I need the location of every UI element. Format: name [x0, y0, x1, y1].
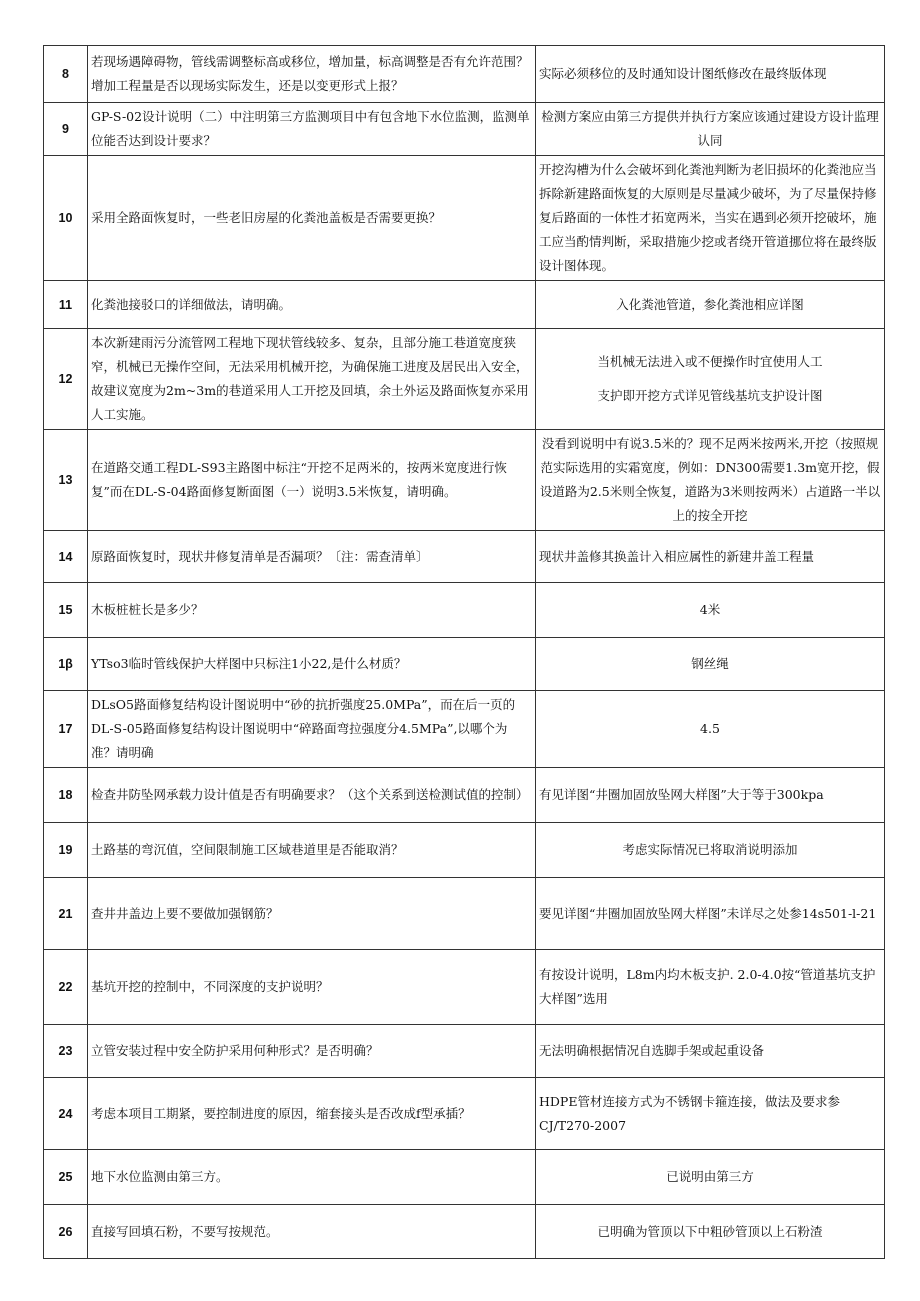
answer-cell: HDPE管材连接方式为不锈钢卡箍连接，做法及要求参CJ/T270-2007 — [536, 1078, 885, 1150]
answer-cell: 无法明确根据情况自选脚手架或起重设备 — [536, 1025, 885, 1078]
question-cell: 直接写回填石粉，不要写按规范。 — [88, 1205, 536, 1259]
question-cell: 立管安装过程中安全防护采用何种形式？是否明确？ — [88, 1025, 536, 1078]
question-cell: 采用全路面恢复时，一些老旧房屋的化粪池盖板是否需要更换？ — [88, 156, 536, 281]
answer-cell: 开挖沟槽为什么会破坏到化粪池判断为老旧损坏的化粪池应当拆除新建路面恢复的大原则是尽量减少破坏，为了尽量保持修复后路面的一体性才拓宽两米，当实在遇到必须开挖破坏，施工应当酌情判断，采取措施少挖或者绕开管道挪位将在最终版设计图体现。 — [536, 156, 885, 281]
question-cell: 基坑开挖的控制中，不同深度的支护说明？ — [88, 950, 536, 1025]
answer-cell: 有见详图“井圈加固放坠网大样图”大于等于300kpa — [536, 768, 885, 823]
table-row — [44, 691, 885, 768]
row-number: 18 — [44, 768, 88, 823]
answer-cell: 4.5 — [536, 691, 885, 768]
row-number: 17 — [44, 691, 88, 768]
table-row — [44, 103, 885, 156]
answer-cell: 已明确为管顶以下中粗砂管顶以上石粉渣 — [536, 1205, 885, 1259]
answer-cell: 要见详图“井圈加固放坠网大样图”未详尽之处参14s501-l-21 — [536, 878, 885, 950]
question-cell: YTso3临时管线保护大样图中只标注1小22,是什么材质？ — [88, 638, 536, 691]
row-number: 9 — [44, 103, 88, 156]
question-cell: GP-S-02设计说明（二）中注明第三方监测项目中有包含地下水位监测，监测单位能否达到设计要求？ — [88, 103, 536, 156]
answer-cell — [536, 329, 885, 430]
table-row — [44, 1205, 885, 1259]
row-number: 11 — [44, 281, 88, 329]
answer-line: 支护即开挖方式详见管线基坑支护设计图 — [597, 388, 823, 403]
answer-cell: 没看到说明中有说3.5米的？现不足两米按两米,开挖（按照规范实际选用的实霜宽度，例如：DN300需要1.3m宽开挖，假设道路为2.5米则全恢复，道路为3米则按两米）占道路一半以上的按全开挖 — [536, 430, 885, 531]
row-number: 10 — [44, 156, 88, 281]
question-cell: 木板桩桩长是多少？ — [88, 583, 536, 638]
question-cell: 土路基的弯沉值，空间限制施工区域巷道里是否能取消？ — [88, 823, 536, 878]
question-cell: 检查井防坠网承载力设计值是否有明确要求？（这个关系到送检测试值的控制） — [88, 768, 536, 823]
question-cell: 若现场遇障碍物，管线需调整标高或移位，增加量，标高调整是否有允许范围？增加工程量是否以现场实际发生，还是以变更形式上报？ — [88, 46, 536, 103]
table-row — [44, 1150, 885, 1205]
row-number: 25 — [44, 1150, 88, 1205]
answer-cell: 钢丝绳 — [536, 638, 885, 691]
row-number: 26 — [44, 1205, 88, 1259]
answer-cell: 现状井盖修其换盖计入相应属性的新建井盖工程量 — [536, 531, 885, 583]
table-row — [44, 531, 885, 583]
answer-cell: 有按设计说明，L8m内均木板支护. 2.0-4.0按“管道基坑支护大样图”选用 — [536, 950, 885, 1025]
table-row — [44, 46, 885, 103]
answer-line: 当机械无法进入或不便操作时宜使用人工 — [597, 354, 823, 369]
question-cell: 考虑本项目工期紧，要控制进度的原因，缩套接头是否改成f型承插？ — [88, 1078, 536, 1150]
table-row — [44, 329, 885, 430]
table-row — [44, 950, 885, 1025]
row-number: 8 — [44, 46, 88, 103]
row-number: 23 — [44, 1025, 88, 1078]
row-number: 1β — [44, 638, 88, 691]
row-number: 15 — [44, 583, 88, 638]
row-number: 14 — [44, 531, 88, 583]
qa-table — [43, 45, 885, 1259]
question-cell: 查井井盖边上要不要做加强钢筋？ — [88, 878, 536, 950]
table-row — [44, 638, 885, 691]
answer-cell: 考虑实际情况已将取消说明添加 — [536, 823, 885, 878]
table-row — [44, 156, 885, 281]
answer-cell: 入化粪池管道，参化粪池相应详图 — [536, 281, 885, 329]
row-number: 12 — [44, 329, 88, 430]
question-cell: 化粪池接驳口的详细做法，请明确。 — [88, 281, 536, 329]
row-number: 13 — [44, 430, 88, 531]
table-row — [44, 878, 885, 950]
answer-cell: 检测方案应由第三方提供并执行方案应该通过建设方设计监理认同 — [536, 103, 885, 156]
question-cell: 地下水位监测由第三方。 — [88, 1150, 536, 1205]
table-row — [44, 1078, 885, 1150]
table-row — [44, 1025, 885, 1078]
table-row — [44, 583, 885, 638]
row-number: 22 — [44, 950, 88, 1025]
question-cell: 原路面恢复时，现状井修复清单是否漏项？〔注：需查清单〕 — [88, 531, 536, 583]
question-cell: DLsO5路面修复结构设计图说明中“砂的抗折强度25.0MPa”，而在后一页的DL-S-05路面修复结构设计图说明中“碎路面弯拉强度分4.5MPa”,以哪个为准？请明确 — [88, 691, 536, 768]
row-number: 24 — [44, 1078, 88, 1150]
answer-cell: 实际必须移位的及时通知设计图纸修改在最终版体现 — [536, 46, 885, 103]
row-number: 19 — [44, 823, 88, 878]
table-row — [44, 823, 885, 878]
table-row — [44, 281, 885, 329]
answer-cell: 已说明由第三方 — [536, 1150, 885, 1205]
row-number: 21 — [44, 878, 88, 950]
table-row — [44, 768, 885, 823]
question-cell: 在道路交通工程DL-S93主路图中标注“开挖不足两米的，按两米宽度进行恢复”而在DL-S-04路面修复断面图（一）说明3.5米恢复，请明确。 — [88, 430, 536, 531]
table-row — [44, 430, 885, 531]
answer-cell: 4米 — [536, 583, 885, 638]
question-cell: 本次新建雨污分流管网工程地下现状管线较多、复杂，且部分施工巷道宽度狭窄，机械已无操作空间，无法采用机械开挖，为确保施工进度及居民出入安全，故建议宽度为2m~3m的巷道采用人工开挖及回填，余土外运及路面恢复亦采用人工实施。 — [88, 329, 536, 430]
